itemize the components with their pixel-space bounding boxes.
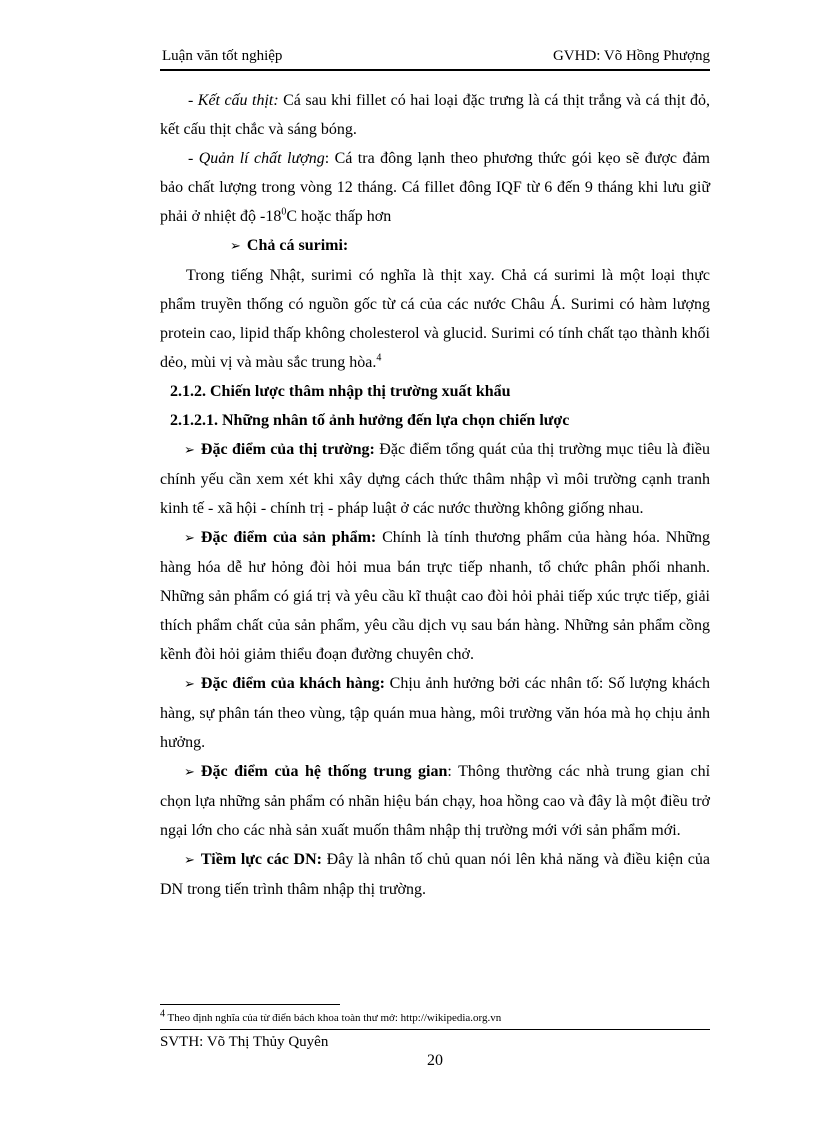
footnote-text: Theo định nghĩa của từ điển bách khoa toàn thư mở: http://wikipedia.org.vn: [165, 1012, 502, 1024]
paragraph-texture: [160, 86, 710, 144]
arrow-bullet-icon: ➢: [184, 531, 195, 546]
paragraph-market: ➢ Đặc điểm của thị trường: Đặc điểm tổng quát của thị trường mục tiêu là điều chính yếu cần xem xét khi xây dựng cách thức thâm nhập vì môi trường cạnh tranh kinh tế - xã hội - chính trị - pháp luật ở các nước thường không giống nhau.: [160, 441, 711, 517]
label-quality: - Quản lí chất lượng: [188, 150, 325, 167]
label-market: Đặc điểm của thị trường:: [200, 441, 375, 458]
paragraph-quality: [160, 144, 710, 231]
page-body: [160, 86, 710, 904]
footnote-number: 4: [160, 1008, 165, 1020]
section-heading-2-1-2-1: 2.1.2.1. Những nhân tố ảnh hưởng đến lựa chọn chiến lược: [170, 412, 570, 429]
arrow-bullet-icon: ➢: [184, 677, 195, 692]
header-rule: [160, 69, 710, 71]
footnote-ref: 4: [376, 352, 382, 364]
paragraph-product: ➢ Đặc điểm của sản phẩm: Chính là tính thương phẩm của hàng hóa. Những hàng hóa dễ hư hỏng đòi hỏi mua bán trực tiếp nhanh, tổ chức phân phối nhanh. Những sản phẩm có giá trị và yêu cầu kĩ thuật cao đòi hỏi phải tiếp xúc trực tiếp, giải thích phẩm chất của sản phẩm, yêu cầu dịch vụ sau bán hàng. Những sản phẩm cồng kềnh đòi hỏi giảm thiểu đoạn đường chuyên chở.: [160, 529, 710, 663]
arrow-bullet-icon: ➢: [184, 443, 195, 458]
text-quality-tail: C hoặc thấp hơn: [286, 208, 392, 225]
label-texture: - Kết cấu thịt:: [188, 92, 279, 109]
paragraph-potential: ➢ Tiềm lực các DN: Đây là nhân tố chủ quan nói lên khả năng và điều kiện của DN trong tiến trình thâm nhập thị trường.: [160, 851, 711, 898]
label-customer: Đặc điểm của khách hàng:: [200, 675, 385, 692]
paragraph-intermediary: ➢ Đặc điểm của hệ thống trung gian: Thông thường các nhà trung gian chỉ chọn lựa những sản phẩm có nhãn hiệu bán chạy, hoa hồng cao và đây là một điều trở ngại lớn cho các nhà sản xuất muốn thâm nhập thị trường mới với sản phẩm mới.: [160, 763, 711, 839]
arrow-bullet-icon: ➢: [184, 853, 195, 868]
degree-superscript: 0: [281, 206, 287, 218]
paragraph-customer: ➢ Đặc điểm của khách hàng: Chịu ảnh hưởng bởi các nhân tố: Số lượng khách hàng, sự phân tán theo vùng, tập quán mua hàng, môi trường văn hóa mà họ chịu ảnh hưởng.: [160, 675, 711, 751]
arrow-bullet-icon: ➢: [230, 239, 241, 254]
label-potential: Tiềm lực các DN:: [200, 851, 322, 868]
text-texture: Cá sau khi fillet có hai loại đặc trưng là cá thịt trắng và cá thịt đỏ, kết cấu thịt chắc và sáng bóng.: [160, 92, 710, 138]
footer-author: SVTH: Võ Thị Thủy Quyên: [160, 1034, 329, 1050]
heading-surimi: ➢ Chả cá surimi:: [230, 237, 349, 254]
header-advisor: GVHD: Võ Hồng Phượng: [552, 48, 710, 64]
arrow-bullet-icon: ➢: [184, 765, 195, 780]
header-thesis-title: Luận văn tốt nghiệp: [162, 48, 283, 64]
section-heading-2-1-2: 2.1.2. Chiến lược thâm nhập thị trường xuất khẩu: [170, 383, 511, 400]
footnote-separator: [160, 1004, 340, 1005]
paragraph-surimi: Trong tiếng Nhật, surimi có nghĩa là thịt xay. Chả cá surimi là một loại thực phẩm truyền thống có nguồn gốc từ cá của các nước Châu Á. Surimi có hàm lượng protein cao, lipid thấp không cholesterol và glucid. Surimi có tính chất tạo thành khối dẻo, mùi vị và màu sắc trung hòa.$^4$: [160, 267, 710, 371]
footnote: [160, 1008, 710, 1024]
text-quality: : Cá tra đông lạnh theo phương thức gói kẹo sẽ được đảm bảo chất lượng trong vòng 12 tháng. Cá fillet đông IQF từ 6 đến 9 tháng khi lưu giữ phải ở nhiệt độ -18: [160, 150, 711, 225]
page-number: 20: [427, 1052, 443, 1069]
label-product: Đặc điểm của sản phẩm:: [200, 529, 377, 546]
footer-rule: [160, 1029, 710, 1030]
label-intermediary: Đặc điểm của hệ thống trung gian: [200, 763, 448, 780]
page-header: [160, 46, 710, 68]
